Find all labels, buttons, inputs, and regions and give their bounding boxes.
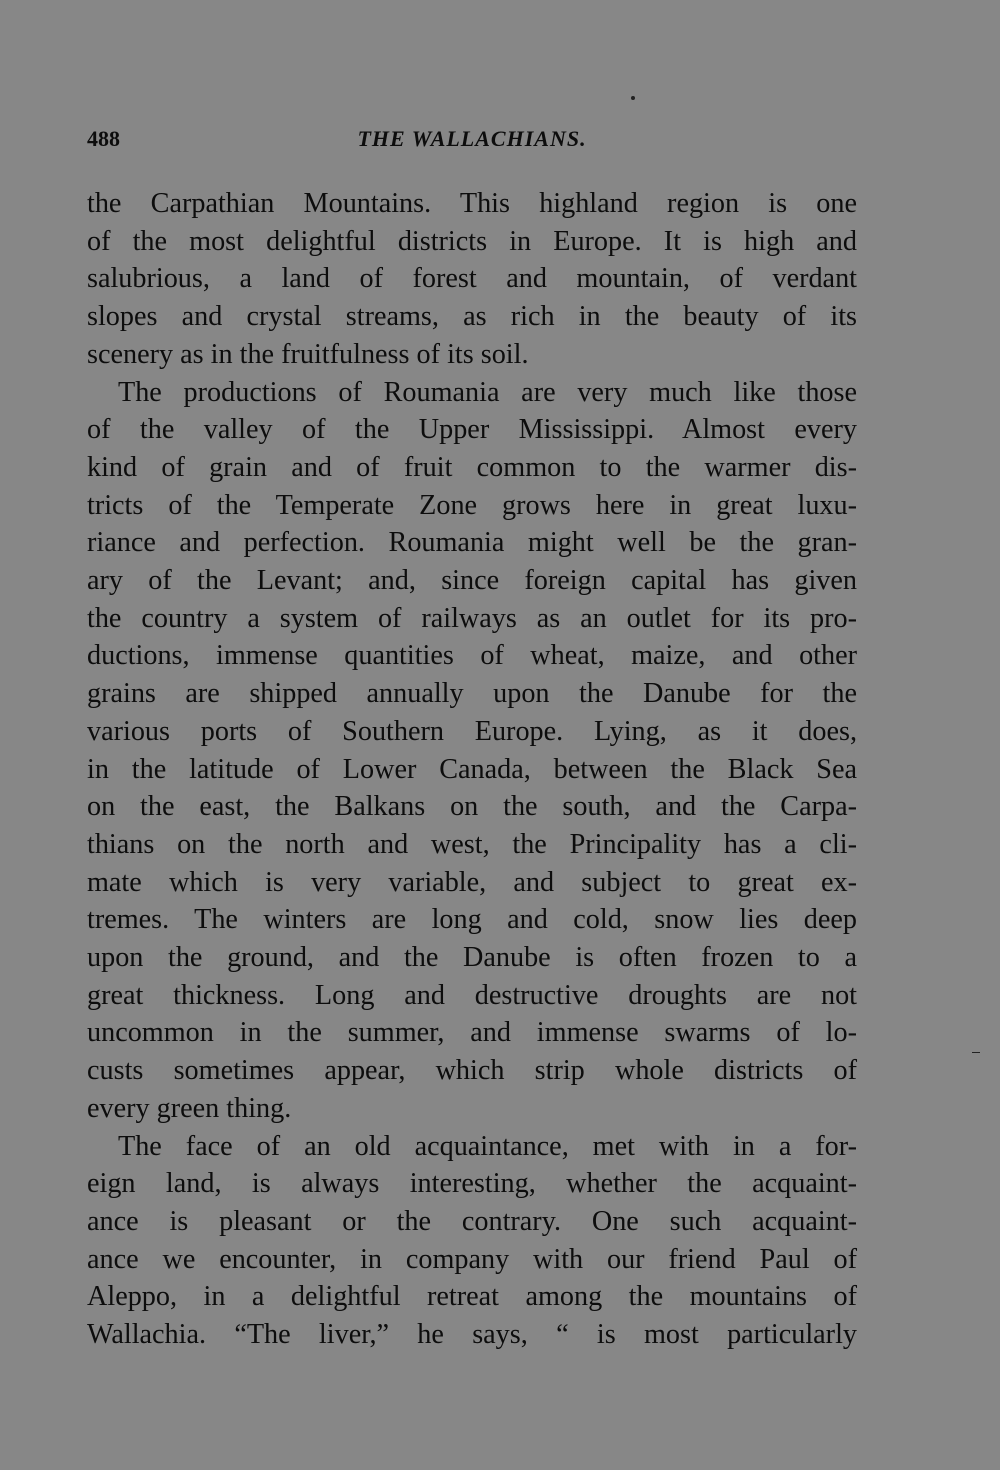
text-line: Aleppo, in a delightful retreat among the mountains of bbox=[87, 1281, 857, 1313]
body-text bbox=[87, 185, 857, 1354]
text-line: ance is pleasant or the contrary. One such acquaint- bbox=[87, 1205, 857, 1237]
running-title: THE WALLACHIANS. bbox=[357, 126, 587, 151]
book-page bbox=[87, 126, 857, 1354]
text-line: thians on the north and west, the Principality has a cli- bbox=[87, 828, 857, 860]
text-line: The face of an old acquaintance, met with in a for- bbox=[118, 1130, 857, 1162]
text-line: every green thing. bbox=[87, 1092, 292, 1124]
text-line: on the east, the Balkans on the south, and the Carpa- bbox=[87, 791, 857, 823]
text-line: ary of the Levant; and, since foreign capital has given bbox=[87, 565, 857, 597]
running-head bbox=[87, 126, 857, 166]
text-line: great thickness. Long and destructive droughts are not bbox=[87, 979, 857, 1011]
text-line: ance we encounter, in company with our friend Paul of bbox=[87, 1243, 857, 1275]
text-line: of the most delightful districts in Europe. It is high and bbox=[87, 225, 857, 257]
text-line: upon the ground, and the Danube is often frozen to a bbox=[87, 942, 857, 974]
text-line: uncommon in the summer, and immense swarms of lo- bbox=[87, 1017, 857, 1049]
text-line: in the latitude of Lower Canada, between the Black Sea bbox=[87, 753, 857, 785]
text-line: kind of grain and of fruit common to the warmer dis- bbox=[87, 451, 857, 483]
text-line: the Carpathian Mountains. This highland region is one bbox=[87, 188, 857, 219]
page-number: 488 bbox=[87, 126, 120, 151]
text-line: grains are shipped annually upon the Danube for the bbox=[87, 678, 857, 710]
text-line: the country a system of railways as an outlet for its pro- bbox=[87, 602, 857, 634]
text-line: salubrious, a land of forest and mountain, of verdant bbox=[87, 263, 857, 295]
text-line: ductions, immense quantities of wheat, maize, and other bbox=[87, 640, 857, 672]
text-line: tricts of the Temperate Zone grows here in great luxu- bbox=[87, 489, 857, 521]
text-line: tremes. The winters are long and cold, snow lies deep bbox=[87, 904, 857, 936]
margin-mark bbox=[972, 1052, 980, 1053]
text-line: slopes and crystal streams, as rich in the beauty of its bbox=[87, 301, 857, 333]
text-line: mate which is very variable, and subject to great ex- bbox=[87, 866, 857, 898]
text-line: scenery as in the fruitfulness of its soil. bbox=[87, 338, 529, 370]
text-line: custs sometimes appear, which strip whole districts of bbox=[87, 1055, 857, 1087]
text-line: The productions of Roumania are very much like those bbox=[118, 376, 857, 408]
text-line: eign land, is always interesting, whether the acquaint- bbox=[87, 1168, 857, 1200]
text-line: Wallachia. “The liver,” he says, “ is most particularly bbox=[87, 1319, 857, 1351]
text-line: riance and perfection. Roumania might well be the gran- bbox=[87, 527, 857, 559]
print-speck bbox=[631, 96, 635, 100]
text-line: of the valley of the Upper Mississippi. Almost every bbox=[87, 414, 857, 446]
text-line: various ports of Southern Europe. Lying, as it does, bbox=[87, 715, 857, 747]
